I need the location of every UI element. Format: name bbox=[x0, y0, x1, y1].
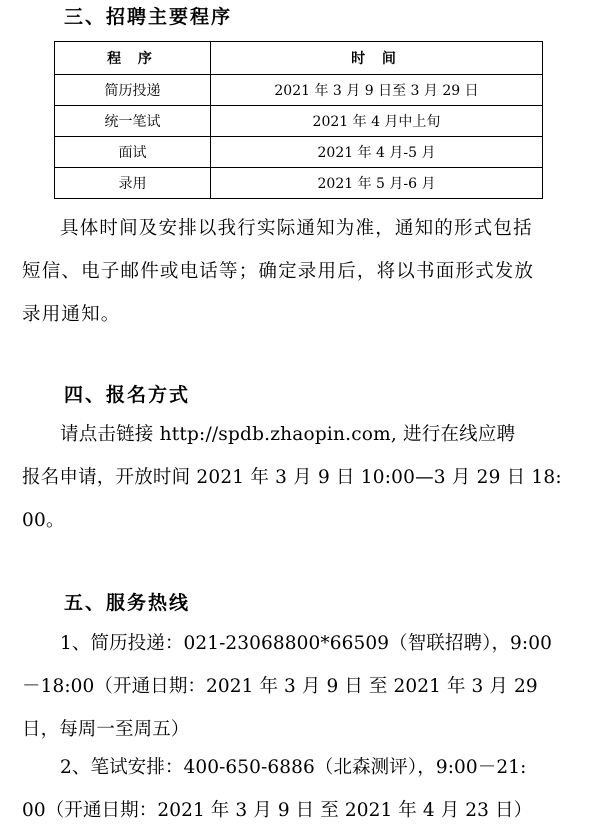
registration-paragraph bbox=[22, 413, 582, 542]
table-cell-procedure: 面试 bbox=[55, 137, 211, 168]
table-row bbox=[55, 75, 543, 106]
paragraph-line: 日，每周一至周五） bbox=[22, 719, 190, 740]
hotline-item-resume bbox=[22, 622, 582, 751]
table-row bbox=[55, 168, 543, 199]
table-cell-time: 2021 年 4 月中上旬 bbox=[211, 106, 543, 137]
table-cell-procedure: 简历投递 bbox=[55, 75, 211, 106]
table-row bbox=[55, 137, 543, 168]
hotline-item-written-test bbox=[22, 746, 582, 832]
paragraph-line: 报名申请，开放时间 2021 年 3 月 9 日 10:00—3 月 29 日 18: bbox=[22, 467, 562, 488]
table-row bbox=[55, 106, 543, 137]
paragraph-line: 录用通知。 bbox=[22, 304, 121, 325]
paragraph-line: 00。 bbox=[22, 510, 65, 531]
paragraph-line: 短信、电子邮件或电话等；确定录用后，将以书面形式发放 bbox=[22, 261, 535, 282]
table-cell-time: 2021 年 5 月-6 月 bbox=[211, 168, 543, 199]
column-header-procedure: 程 序 bbox=[55, 42, 211, 75]
table-cell-procedure: 统一笔试 bbox=[55, 106, 211, 137]
paragraph-line: 具体时间及安排以我行实际通知为准，通知的形式包括 bbox=[60, 218, 533, 239]
column-header-time: 时 间 bbox=[211, 42, 543, 75]
recruitment-schedule-table bbox=[54, 41, 543, 199]
table-header-row bbox=[55, 42, 543, 75]
section-heading-recruitment-process: 三、招聘主要程序 bbox=[64, 6, 233, 28]
paragraph-line: －18:00（开通日期：2021 年 3 月 9 日 至 2021 年 3 月 29 bbox=[22, 676, 538, 697]
section-heading-registration: 四、报名方式 bbox=[64, 384, 191, 406]
paragraph-line: 2、笔试安排：400-650-6886（北森测评），9:00－21: bbox=[60, 757, 527, 778]
paragraph-line: 1、简历投递：021-23068800*66509（智联招聘），9:00 bbox=[60, 633, 552, 654]
section-heading-hotline: 五、服务热线 bbox=[64, 592, 191, 614]
schedule-note-paragraph bbox=[22, 207, 582, 336]
table-cell-time: 2021 年 4 月-5 月 bbox=[211, 137, 543, 168]
paragraph-line: 00（开通日期：2021 年 3 月 9 日 至 2021 年 4 月 23 日） bbox=[22, 800, 533, 821]
paragraph-line-with-link[interactable]: 请点击链接 http://spdb.zhaopin.com, 进行在线应聘 bbox=[60, 424, 516, 445]
table-cell-time: 2021 年 3 月 9 日至 3 月 29 日 bbox=[211, 75, 543, 106]
table-cell-procedure: 录用 bbox=[55, 168, 211, 199]
